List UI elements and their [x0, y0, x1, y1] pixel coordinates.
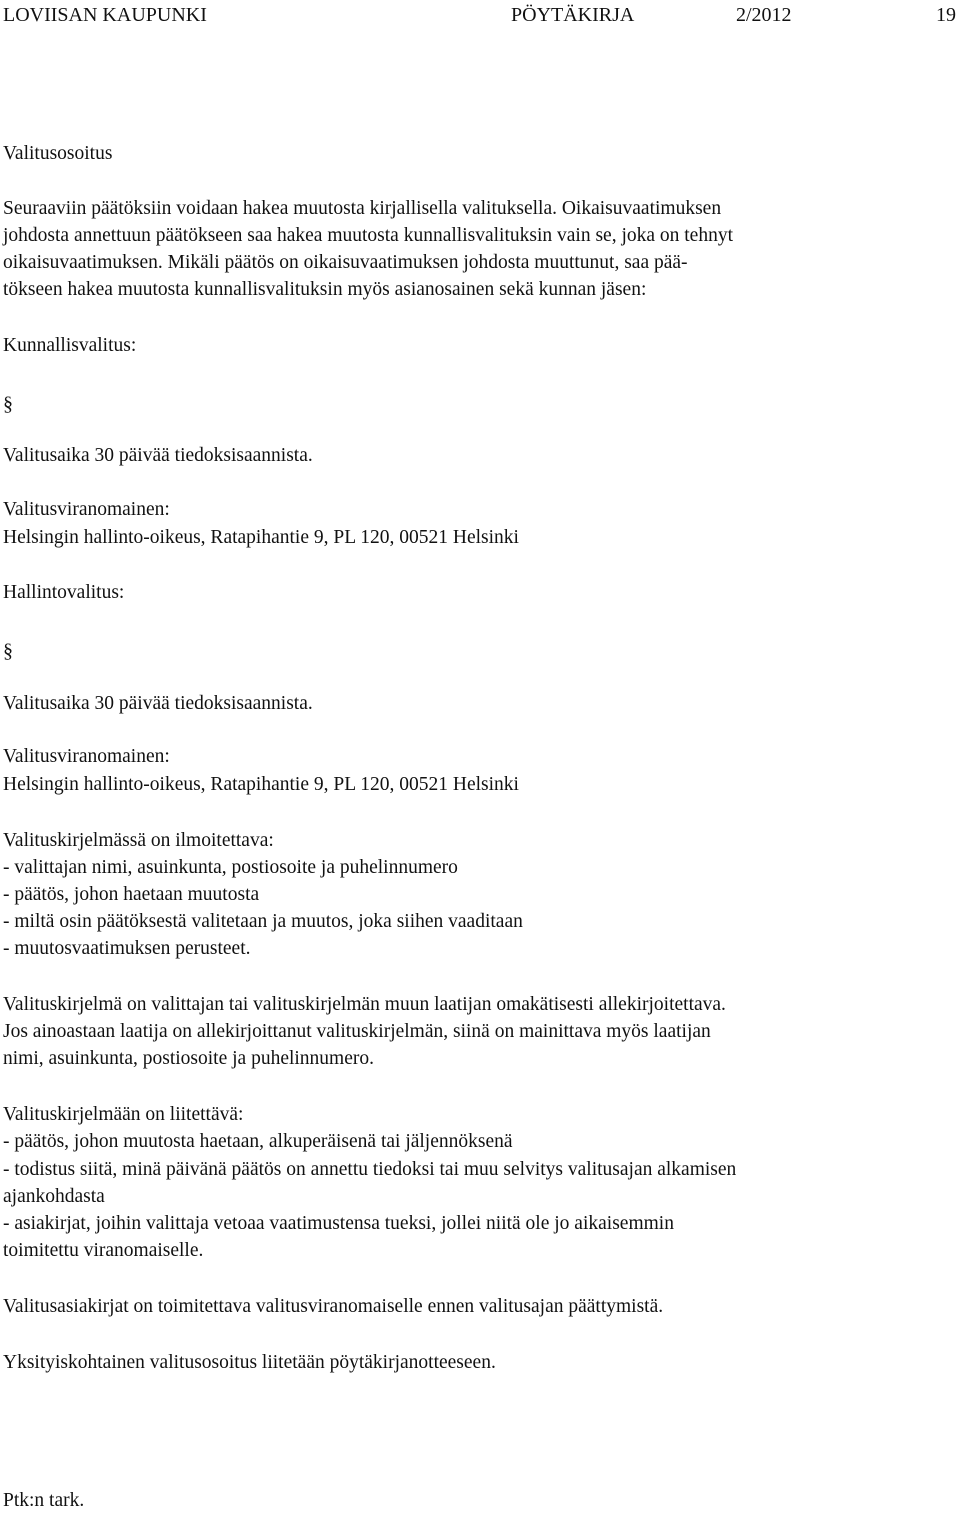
footer-inspection-note: Ptk:n tark. [3, 1490, 85, 1511]
header-doc-type: PÖYTÄKIRJA [511, 4, 635, 26]
section-title: Valitusosoitus [3, 143, 113, 164]
signing-line: Jos ainoastaan laatija on allekirjoittanut valituskirjelmän, siinä on mainittava myös laatijan [3, 1021, 711, 1042]
header-org: LOVIISAN KAUPUNKI [3, 4, 207, 26]
kunnallisvalitus-authority-label: Valitusviranomainen: [3, 499, 170, 520]
intro-line: tökseen hakea muutosta kunnallisvalituksin myös asianosainen sekä kunnan jäsen: [3, 279, 647, 300]
attachments-line: - asiakirjat, joihin valittaja vetoaa vaatimustensa tueksi, jollei niitä ole jo aikaisemmin [3, 1213, 674, 1234]
hallintovalitus-authority-label: Valitusviranomainen: [3, 746, 170, 767]
contents-item: - valittajan nimi, asuinkunta, postiosoite ja puhelinnumero [3, 857, 458, 878]
delivery-note: Valitusasiakirjat on toimitettava valitusviranomaiselle ennen valitusajan päättymistä. [3, 1296, 664, 1317]
attachments-line: - päätös, johon muutosta haetaan, alkuperäisenä tai jäljennöksenä [3, 1131, 513, 1152]
kunnallisvalitus-time: Valitusaika 30 päivää tiedoksisaannista. [3, 445, 313, 466]
header-page-number: 19 [936, 4, 956, 26]
hallintovalitus-authority-address: Helsingin hallinto-oikeus, Ratapihantie 9, PL 120, 00521 Helsinki [3, 774, 519, 795]
contents-item: - päätös, johon haetaan muutosta [3, 884, 260, 905]
header-issue: 2/2012 [736, 4, 792, 26]
kunnallisvalitus-authority-address: Helsingin hallinto-oikeus, Ratapihantie 9, PL 120, 00521 Helsinki [3, 527, 519, 548]
hallintovalitus-time: Valitusaika 30 päivää tiedoksisaannista. [3, 693, 313, 714]
contents-heading: Valituskirjelmässä on ilmoitettava: [3, 830, 274, 851]
kunnallisvalitus-heading: Kunnallisvalitus: [3, 335, 137, 356]
signing-line: Valituskirjelmä on valittajan tai valituskirjelmän muun laatijan omakätisesti allekirjoitettava. [3, 994, 726, 1015]
contents-item: - miltä osin päätöksestä valitetaan ja muutos, joka siihen vaaditaan [3, 911, 523, 932]
contents-item: - muutosvaatimuksen perusteet. [3, 938, 251, 959]
intro-line: oikaisuvaatimuksen. Mikäli päätös on oikaisuvaatimuksen johdosta muuttunut, saa pää- [3, 252, 688, 273]
section-sign-icon: § [3, 640, 13, 662]
attachments-line: toimitettu viranomaiselle. [3, 1240, 204, 1261]
intro-line: Seuraaviin päätöksiin voidaan hakea muutosta kirjallisella valituksella. Oikaisuvaatimuksen [3, 198, 722, 219]
hallintovalitus-heading: Hallintovalitus: [3, 582, 125, 603]
attachments-heading: Valituskirjelmään on liitettävä: [3, 1104, 244, 1125]
signing-line: nimi, asuinkunta, postiosoite ja puhelinnumero. [3, 1048, 374, 1069]
attachments-line: ajankohdasta [3, 1186, 105, 1207]
detailed-note: Yksityiskohtainen valitusosoitus liitetään pöytäkirjanotteeseen. [3, 1352, 496, 1373]
intro-line: johdosta annettuun päätökseen saa hakea muutosta kunnallisvalituksin vain se, joka on tehnyt [3, 225, 734, 246]
section-sign-icon: § [3, 393, 13, 415]
attachments-line: - todistus siitä, minä päivänä päätös on annettu tiedoksi tai muu selvitys valitusajan alkamisen [3, 1159, 737, 1180]
